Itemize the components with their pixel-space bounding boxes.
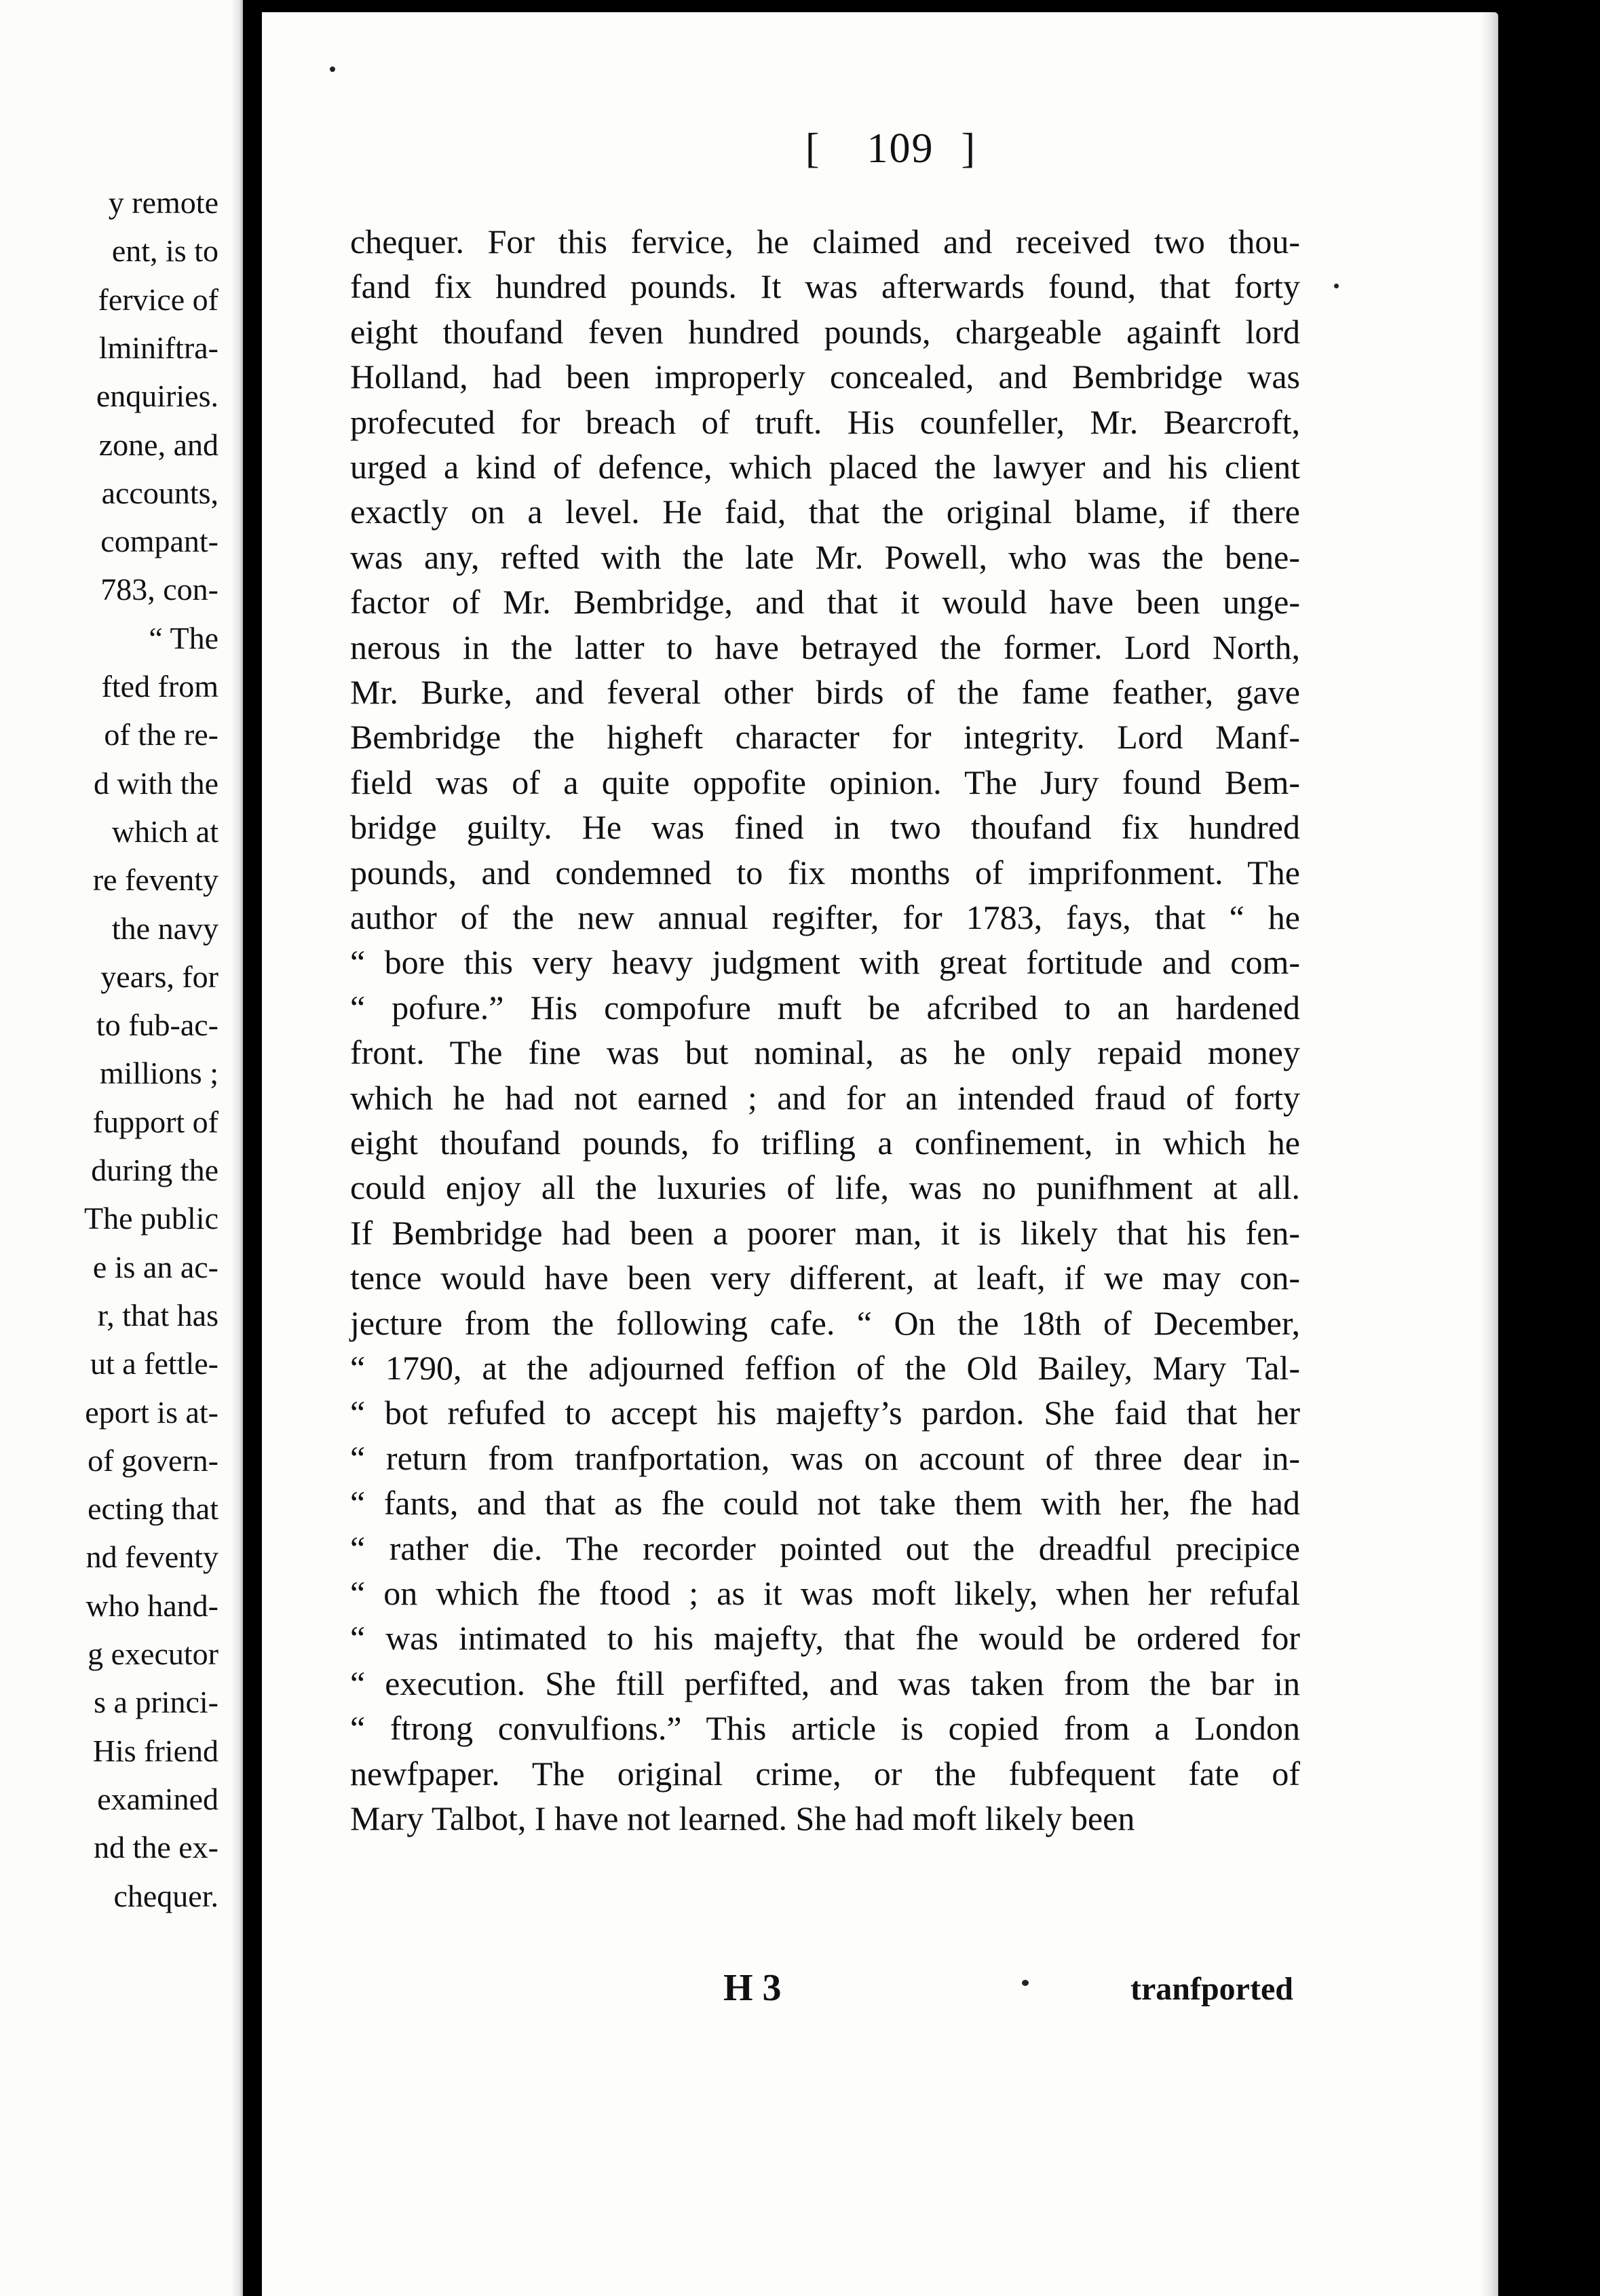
left-page-line: “ The bbox=[149, 620, 218, 655]
signature-mark: H 3 bbox=[723, 1967, 782, 2009]
left-page-line: ecting that bbox=[88, 1491, 218, 1527]
body-line: nerous in the latter to have betrayed the former. Lord North, bbox=[350, 628, 1300, 666]
left-page-line: g executor bbox=[88, 1637, 218, 1671]
catchword: tranfported bbox=[1130, 1971, 1293, 2007]
body-line: was any, refted with the late Mr. Powell, who was the bene- bbox=[350, 537, 1300, 576]
left-page-line: which at bbox=[111, 814, 218, 849]
page-edge-shadow bbox=[231, 0, 243, 2296]
left-page-line: e is an ac- bbox=[92, 1249, 218, 1284]
left-page-line: r, that has bbox=[97, 1297, 218, 1333]
left-page-line: during the bbox=[91, 1153, 218, 1187]
left-page-line: 783, con- bbox=[100, 572, 218, 607]
book-gutter bbox=[243, 0, 262, 2296]
ink-speck bbox=[330, 66, 335, 72]
left-page-line: fupport of bbox=[92, 1104, 218, 1139]
left-page-line: the navy bbox=[111, 911, 218, 946]
page-header bbox=[262, 125, 1498, 173]
body-line: “ return from tranfportation, was on account of three dear in- bbox=[350, 1438, 1300, 1477]
body-line: “ bore this very heavy judgment with great fortitude and com- bbox=[350, 943, 1300, 982]
body-line: Mr. Burke, and feveral other birds of the fame feather, gave bbox=[350, 673, 1300, 711]
bracket-open: [ bbox=[805, 126, 840, 172]
body-line: field was of a quite oppofite opinion. The Jury found Bem- bbox=[350, 763, 1300, 801]
body-line: fand fix hundred pounds. It was afterwards found, that forty bbox=[350, 267, 1300, 306]
left-page-line: re feventy bbox=[92, 862, 218, 898]
body-line: “ on which fhe ftood ; as it was moft likely, when her refufal bbox=[350, 1574, 1300, 1612]
body-line: eight thoufand pounds, fo trifling a confinement, in which he bbox=[350, 1124, 1300, 1162]
left-page-line: eport is at- bbox=[85, 1394, 218, 1430]
left-page-line: of the re- bbox=[104, 717, 218, 752]
left-page-fragment bbox=[0, 0, 243, 2296]
body-line: profecuted for breach of truft. His counfeller, Mr. Bearcroft, bbox=[350, 402, 1300, 441]
body-line: could enjoy all the luxuries of life, was no punifhment at all. bbox=[350, 1168, 1300, 1207]
left-page-line: nd feventy bbox=[85, 1539, 218, 1575]
left-page-line: compant- bbox=[100, 524, 218, 559]
left-page-line: accounts, bbox=[101, 475, 218, 510]
right-page bbox=[262, 12, 1498, 2296]
page-edge-shadow bbox=[1481, 12, 1498, 2296]
body-line: factor of Mr. Bembridge, and that it would have been unge- bbox=[350, 583, 1300, 621]
body-line: front. The fine was but nominal, as he only repaid money bbox=[350, 1033, 1300, 1072]
body-line: bridge guilty. He was fined in two thoufand fix hundred bbox=[350, 808, 1300, 847]
body-line: “ pofure.” His compofure muft be afcribed to an hardened bbox=[350, 988, 1300, 1027]
body-line: pounds, and condemned to fix months of imprifonment. The bbox=[350, 853, 1300, 892]
left-page-line: to fub-ac- bbox=[96, 1008, 218, 1043]
body-line: “ rather die. The recorder pointed out the dreadful precipice bbox=[350, 1529, 1300, 1567]
page-number: 109 bbox=[866, 126, 934, 172]
body-line: Mary Talbot, I have not learned. She had moft likely been bbox=[350, 1799, 1135, 1837]
left-page-line: who hand- bbox=[85, 1588, 218, 1623]
left-page-line: enquiries. bbox=[96, 379, 218, 414]
body-line: Holland, had been improperly concealed, and Bembridge was bbox=[350, 358, 1300, 396]
left-page-line: fervice of bbox=[98, 282, 218, 317]
left-page-line: y remote bbox=[108, 185, 218, 220]
left-page-line: chequer. bbox=[113, 1878, 218, 1913]
body-line: “ bot refufed to accept his majefty’s pardon. She faid that her bbox=[350, 1394, 1300, 1432]
left-page-line: lminiftra- bbox=[98, 330, 218, 365]
left-page-line: The public bbox=[84, 1201, 218, 1236]
ink-speck bbox=[1334, 284, 1339, 288]
left-page-line: d with the bbox=[94, 765, 218, 801]
left-page-line: years, for bbox=[100, 959, 218, 994]
body-line: which he had not earned ; and for an intended fraud of forty bbox=[350, 1078, 1300, 1117]
body-line: author of the new annual regifter, for 1783, fays, that “ he bbox=[350, 898, 1300, 936]
left-page-line: ut a fettle- bbox=[90, 1346, 218, 1381]
body-line: If Bembridge had been a poorer man, it is likely that his fen- bbox=[350, 1213, 1300, 1252]
body-line: chequer. For this fervice, he claimed and received two thou- bbox=[350, 223, 1300, 261]
left-page-line: s a princi- bbox=[94, 1685, 218, 1720]
body-line: tence would have been very different, at leaft, if we may con- bbox=[350, 1259, 1300, 1297]
bracket-close: ] bbox=[961, 126, 996, 172]
left-page-line: examined bbox=[97, 1781, 218, 1816]
ink-speck bbox=[1022, 1980, 1029, 1986]
left-page-line: nd the ex- bbox=[94, 1830, 218, 1865]
body-line: “ was intimated to his majefty, that fhe would be ordered for bbox=[350, 1619, 1300, 1658]
body-line: exactly on a level. He faid, that the original blame, if there bbox=[350, 493, 1300, 531]
body-line: eight thoufand feven hundred pounds, chargeable againft lord bbox=[350, 312, 1300, 351]
body-line: “ 1790, at the adjourned feffion of the Old Bailey, Mary Tal- bbox=[350, 1349, 1300, 1387]
left-page-line: fted from bbox=[101, 669, 218, 704]
left-page-line: zone, and bbox=[98, 427, 218, 462]
left-page-line: His friend bbox=[92, 1733, 218, 1768]
body-line: Bembridge the higheft character for integrity. Lord Manf- bbox=[350, 718, 1300, 757]
body-line: “ execution. She ftill perfifted, and was taken from the bar in bbox=[350, 1664, 1300, 1702]
left-page-line: ent, is to bbox=[111, 233, 218, 269]
body-line: “ ftrong convulfions.” This article is copied from a London bbox=[350, 1709, 1300, 1748]
body-line: jecture from the following cafe. “ On the 18th of December, bbox=[350, 1303, 1300, 1342]
left-page-line: millions ; bbox=[99, 1056, 218, 1091]
body-line: “ fants, and that as fhe could not take them with her, fhe had bbox=[350, 1484, 1300, 1523]
body-line: urged a kind of defence, which placed the lawyer and his client bbox=[350, 448, 1300, 486]
body-line: newfpaper. The original crime, or the fubfequent fate of bbox=[350, 1754, 1300, 1793]
left-page-line: of govern- bbox=[88, 1442, 218, 1478]
